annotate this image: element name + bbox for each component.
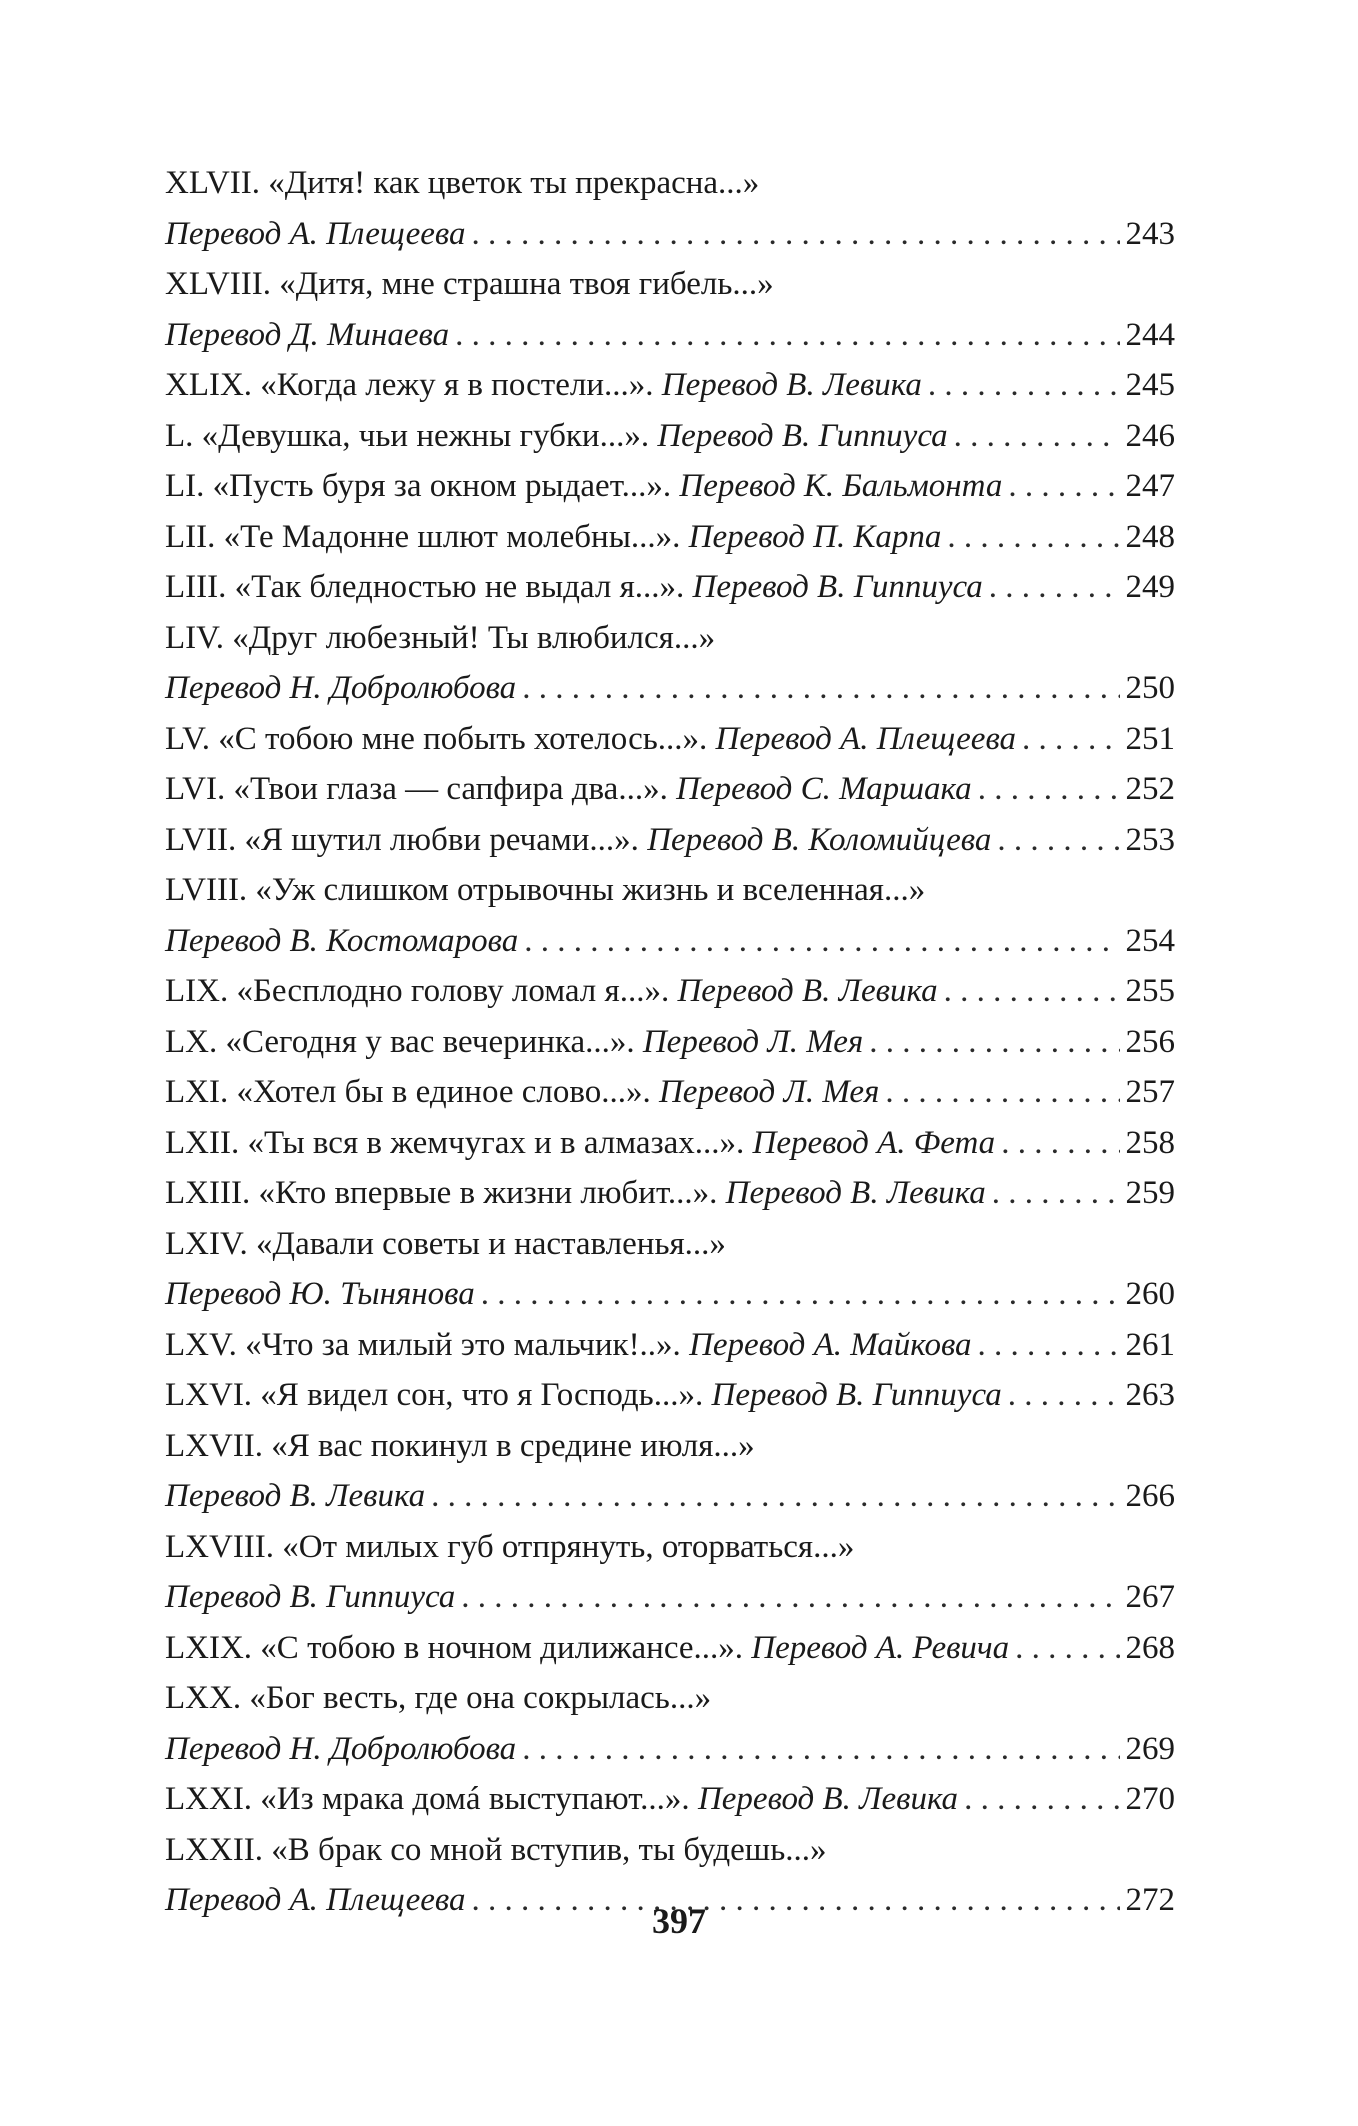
toc-entry-title: LXVI. «Я видел сон, что я Господь...». <box>165 1377 704 1413</box>
toc-entry <box>165 360 1175 411</box>
toc-entry-translator: Перевод Н. Добролюбова <box>165 670 517 706</box>
toc-entry <box>165 1219 1175 1320</box>
toc-entry-translator: Перевод П. Карпа <box>688 518 942 555</box>
toc-entry <box>165 714 1175 765</box>
toc-entry-title-line <box>165 613 1175 664</box>
toc-entry-line <box>165 1168 1175 1219</box>
toc-entry-line <box>165 1623 1175 1674</box>
toc-entry-translator-line <box>165 1269 1175 1320</box>
dot-leader <box>522 1724 1119 1775</box>
toc-entry-page-number: 253 <box>1125 821 1175 858</box>
toc-entry-title: LVIII. «Уж слишком отрывочны жизнь и вселенная...» <box>165 872 926 908</box>
dot-leader <box>1015 1623 1119 1674</box>
toc-entry-translator: Перевод В. Гиппиуса <box>657 417 948 454</box>
toc-entry <box>165 259 1175 360</box>
toc-entry <box>165 966 1175 1017</box>
toc-entry-translator: Перевод Н. Добролюбова <box>165 1730 517 1767</box>
dot-leader <box>954 411 1120 462</box>
dot-leader <box>431 1471 1119 1522</box>
toc-entry <box>165 158 1175 259</box>
toc-entry <box>165 1421 1175 1522</box>
toc-entry-translator: Перевод Ю. Тынянова <box>165 1276 475 1312</box>
dot-leader <box>461 1572 1119 1623</box>
toc-entry <box>165 1017 1175 1068</box>
toc-entry <box>165 411 1175 462</box>
dot-leader <box>1008 1370 1120 1421</box>
toc-entry-page-number: 247 <box>1125 468 1175 504</box>
toc-entry <box>165 1522 1175 1623</box>
toc-entry-line <box>165 1370 1175 1421</box>
toc-entry-page-number: 258 <box>1125 1124 1175 1161</box>
toc-entry-translator-line <box>165 1724 1175 1775</box>
toc-entry-line <box>165 815 1175 866</box>
toc-entry-title: LIV. «Друг любезный! Ты влюбился...» <box>165 619 716 656</box>
toc-entry-page-number: 251 <box>1125 720 1175 757</box>
toc-entry-page-number: 250 <box>1125 670 1175 706</box>
toc-entry-translator-line <box>165 663 1175 714</box>
toc-entry-title: LXX. «Бог весть, где она сокрылась...» <box>165 1680 712 1716</box>
page-number: 397 <box>652 1901 706 1941</box>
toc-entry-translator: Перевод В. Костомарова <box>165 922 519 959</box>
dot-leader <box>947 512 1119 563</box>
toc-entry-line <box>165 1320 1175 1371</box>
toc-entry-page-number: 272 <box>1125 1882 1175 1918</box>
dot-leader <box>1022 714 1119 765</box>
toc-entry-page-number: 260 <box>1125 1276 1175 1312</box>
dot-leader <box>885 1067 1119 1118</box>
toc-entry-line <box>165 966 1175 1017</box>
toc-entry <box>165 1168 1175 1219</box>
toc-entry-line <box>165 1774 1175 1825</box>
dot-leader <box>1001 1118 1119 1169</box>
toc-entry-title-line <box>165 259 1175 310</box>
toc-entry <box>165 865 1175 966</box>
dot-leader <box>944 966 1120 1017</box>
toc-entry-title-line <box>165 1421 1175 1472</box>
toc-entry-title: LX. «Сегодня у вас вечеринка...». <box>165 1023 635 1060</box>
toc-entry <box>165 1320 1175 1371</box>
dot-leader <box>978 764 1120 815</box>
toc-entry-page-number: 269 <box>1125 1730 1175 1767</box>
toc-entry-title: LIX. «Бесплодно голову ломал я...». <box>165 973 670 1009</box>
toc-entry-title: LI. «Пусть буря за окном рыдает...». <box>165 468 672 504</box>
toc-entry-translator-line <box>165 310 1175 361</box>
toc-entry-title: LXIV. «Давали советы и наставленья...» <box>165 1225 726 1262</box>
toc-entry-translator: Перевод Л. Мея <box>642 1023 864 1060</box>
toc-entry <box>165 1673 1175 1774</box>
toc-entry-title: LXXI. «Из мрака домá выступают...». <box>165 1781 690 1817</box>
toc-entry-translator: Перевод В. Гиппиуса <box>711 1377 1002 1413</box>
toc-entry-translator: Перевод А. Плещеева <box>165 215 466 252</box>
toc-entry-page-number: 255 <box>1125 973 1175 1009</box>
toc-entry-translator: Перевод Л. Мея <box>658 1074 880 1110</box>
toc-entry-line <box>165 1118 1175 1169</box>
dot-leader <box>522 663 1119 714</box>
toc-entry-title-line <box>165 865 1175 916</box>
toc-entry-page-number: 266 <box>1125 1478 1175 1514</box>
toc-entry-title-line <box>165 158 1175 209</box>
toc-entry-page-number: 244 <box>1125 316 1175 353</box>
toc-entry-translator: Перевод А. Ревича <box>751 1629 1010 1666</box>
toc-entry-page-number: 245 <box>1125 367 1175 403</box>
toc-entry-page-number: 261 <box>1125 1326 1175 1363</box>
dot-leader <box>869 1017 1119 1068</box>
toc-entry-line <box>165 764 1175 815</box>
toc-entry-translator: Перевод В. Левика <box>165 1478 426 1514</box>
toc-entry <box>165 1370 1175 1421</box>
toc-entry-translator: Перевод А. Плещеева <box>715 720 1017 757</box>
toc-entry-title: XLVII. «Дитя! как цветок ты прекрасна...» <box>165 165 760 201</box>
toc-entry-title: LIII. «Так бледностью не выдал я...». <box>165 569 685 605</box>
toc-entry-title: LXIX. «С тобою в ночном дилижансе...». <box>165 1629 744 1666</box>
toc-entry-title: LII. «Те Мадонне шлют молебны...». <box>165 518 681 555</box>
toc-entry-title: LXVII. «Я вас покинул в средине июля...» <box>165 1427 755 1464</box>
toc-entry-translator-line <box>165 1572 1175 1623</box>
dot-leader <box>455 310 1119 361</box>
toc-entry-translator: Перевод К. Бальмонта <box>679 468 1003 504</box>
dot-leader <box>992 1168 1120 1219</box>
toc-entry-line <box>165 360 1175 411</box>
dot-leader <box>481 1269 1120 1320</box>
toc-entry-translator: Перевод В. Левика <box>677 973 938 1009</box>
toc-entry <box>165 764 1175 815</box>
toc-entry-title: LXIII. «Кто впервые в жизни любит...». <box>165 1175 718 1211</box>
toc-entry-page-number: 259 <box>1125 1175 1175 1211</box>
toc-entry-translator: Перевод В. Гиппиуса <box>692 569 983 605</box>
toc-entry <box>165 562 1175 613</box>
toc-entry-title: LXXII. «В брак со мной вступив, ты будешь...» <box>165 1831 827 1868</box>
toc-entry-title: L. «Девушка, чьи нежны губки...». <box>165 417 650 454</box>
dot-leader <box>524 916 1119 967</box>
toc-entry-page-number: 254 <box>1125 922 1175 959</box>
toc-entry-line <box>165 1067 1175 1118</box>
toc-entry-line <box>165 461 1175 512</box>
toc-entry <box>165 815 1175 866</box>
dot-leader <box>1008 461 1119 512</box>
toc-entry-translator: Перевод С. Маршака <box>676 771 972 807</box>
toc-entry-page-number: 248 <box>1125 518 1175 555</box>
toc-entry-title: LXV. «Что за милый это мальчик!..». <box>165 1326 681 1363</box>
dot-leader <box>964 1774 1119 1825</box>
toc-entry-translator: Перевод А. Фета <box>752 1124 996 1161</box>
table-of-contents <box>165 158 1175 1926</box>
toc-entry-title: XLVIII. «Дитя, мне страшна твоя гибель...» <box>165 266 774 302</box>
dot-leader <box>978 1320 1120 1371</box>
toc-entry-page-number: 249 <box>1125 569 1175 605</box>
toc-entry <box>165 1118 1175 1169</box>
dot-leader <box>928 360 1120 411</box>
dot-leader <box>989 562 1120 613</box>
toc-entry-translator: Перевод В. Гиппиуса <box>165 1579 456 1615</box>
toc-entry <box>165 1067 1175 1118</box>
toc-entry-title: XLIX. «Когда лежу я в постели...». <box>165 367 654 403</box>
toc-entry-translator-line <box>165 916 1175 967</box>
toc-entry-translator: Перевод В. Левика <box>697 1781 959 1817</box>
toc-entry-title: LV. «С тобою мне побыть хотелось...». <box>165 720 708 757</box>
toc-entry-translator-line <box>165 209 1175 260</box>
toc-entry-line <box>165 1017 1175 1068</box>
toc-entry-title-line <box>165 1219 1175 1270</box>
toc-entry-page-number: 268 <box>1125 1629 1175 1666</box>
toc-entry <box>165 512 1175 563</box>
toc-entry-page-number: 257 <box>1125 1074 1175 1110</box>
toc-entry-title-line <box>165 1522 1175 1573</box>
toc-entry-title: LXI. «Хотел бы в единое слово...». <box>165 1074 651 1110</box>
toc-entry-line <box>165 411 1175 462</box>
toc-entry-translator: Перевод А. Плещеева <box>165 1882 466 1918</box>
toc-entry-line <box>165 714 1175 765</box>
toc-entry-translator: Перевод В. Левика <box>661 367 922 403</box>
toc-entry-page-number: 263 <box>1125 1377 1175 1413</box>
toc-entry-page-number: 256 <box>1125 1023 1175 1060</box>
toc-entry-title: LXVIII. «От милых губ отпрянуть, оторваться...» <box>165 1528 855 1565</box>
toc-entry-line <box>165 562 1175 613</box>
toc-entry-line <box>165 512 1175 563</box>
dot-leader <box>472 209 1120 260</box>
toc-entry-title: LVI. «Твои глаза — сапфира два...». <box>165 771 668 807</box>
toc-entry <box>165 1774 1175 1825</box>
toc-entry-page-number: 246 <box>1125 417 1175 454</box>
toc-entry-title-line <box>165 1825 1175 1876</box>
toc-entry <box>165 613 1175 714</box>
toc-entry-title: LVII. «Я шутил любви речами...». <box>165 821 639 858</box>
toc-entry-page-number: 252 <box>1125 771 1175 807</box>
toc-entry-translator: Перевод А. Майкова <box>689 1326 972 1363</box>
dot-leader <box>997 815 1119 866</box>
toc-entry-page-number: 270 <box>1125 1781 1175 1817</box>
toc-entry <box>165 1623 1175 1674</box>
toc-entry-translator: Перевод В. Коломийцева <box>647 821 992 858</box>
toc-entry-page-number: 243 <box>1125 215 1175 252</box>
toc-entry-translator: Перевод В. Левика <box>725 1175 986 1211</box>
toc-entry-page-number: 267 <box>1125 1579 1175 1615</box>
toc-entry-title-line <box>165 1673 1175 1724</box>
toc-entry-translator-line <box>165 1471 1175 1522</box>
toc-entry <box>165 461 1175 512</box>
toc-entry-title: LXII. «Ты вся в жемчугах и в алмазах...». <box>165 1124 745 1161</box>
toc-entry-translator: Перевод Д. Минаева <box>165 316 450 353</box>
